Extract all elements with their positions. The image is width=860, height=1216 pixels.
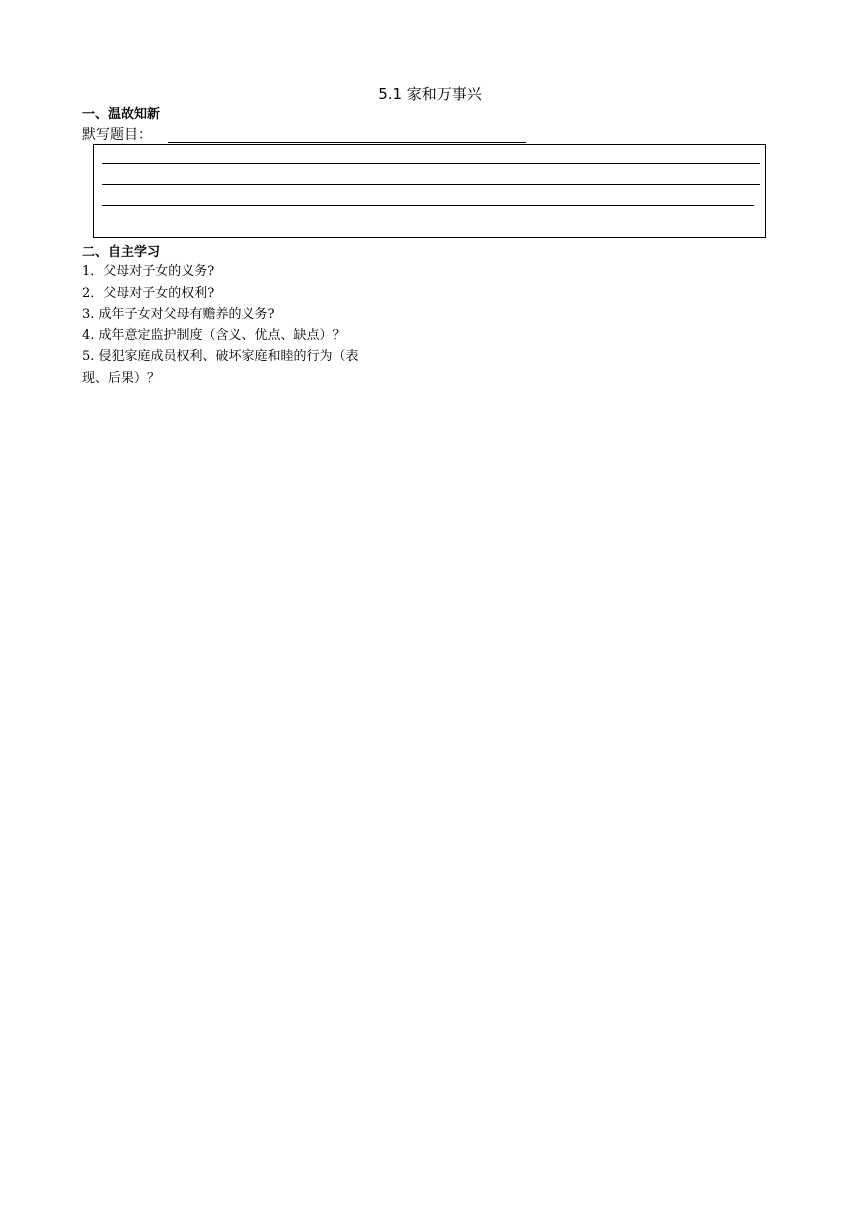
section-heading-self-study: 二、自主学习 (82, 245, 161, 260)
question-item: 2．父母对子女的权利? (82, 286, 215, 301)
page-title: 5.1 家和万事兴 (378, 85, 482, 103)
question-item: 3. 成年子女对父母有赡养的义务? (82, 307, 275, 322)
dictation-row (82, 126, 152, 145)
answer-line[interactable] (102, 163, 760, 164)
section-heading-review: 一、温故知新 (82, 107, 161, 122)
question-item-continuation: 现、后果）？ (82, 371, 161, 386)
dictation-label: 默写题目： (82, 127, 152, 143)
question-item: 4. 成年意定监护制度（含义、优点、缺点）？ (82, 328, 346, 343)
question-item: 1．父母对子女的义务? (82, 264, 215, 279)
answer-line[interactable] (102, 205, 754, 206)
answer-line[interactable] (102, 184, 760, 185)
question-item: 5. 侵犯家庭成员权利、破坏家庭和睦的行为（表 (82, 349, 359, 364)
dictation-blank-line[interactable] (168, 142, 526, 143)
answer-box[interactable] (93, 144, 766, 238)
